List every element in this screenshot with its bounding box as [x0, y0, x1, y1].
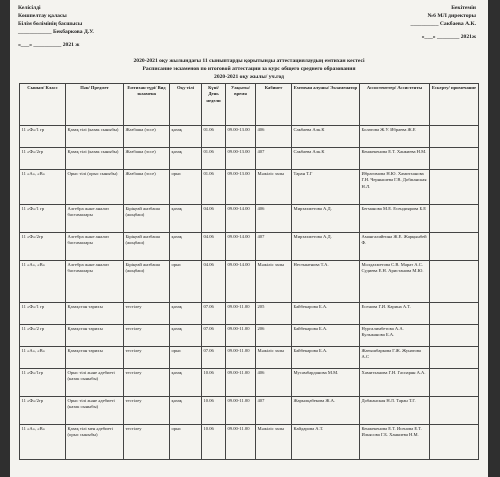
header-left-line4: ____________ Бекбаркова Д.У.	[18, 29, 94, 35]
table-cell: қазақ	[170, 233, 202, 261]
table-cell: тестілеу	[124, 325, 170, 347]
table-cell: Бегманова М.Е. Есендиярова Б.Е	[360, 205, 430, 233]
table-cell: Алгебра және анализ бастамалары	[66, 233, 124, 261]
table-cell: 11 «Ф»/1 гр	[20, 205, 66, 233]
table-cell: 04.06	[202, 233, 226, 261]
table-cell: Мәжіліс залы	[256, 261, 292, 303]
table-cell: Орыс тілі және әдебиеті (казак сыныбы)	[66, 397, 124, 425]
table-row	[20, 205, 479, 233]
table-header-row	[20, 84, 479, 126]
table-cell: Байбекарова Б.А.	[292, 347, 360, 369]
table-cell	[430, 425, 479, 460]
title-year: 2020-2021 оқу жылы/ уч.год	[214, 74, 284, 80]
table-row	[20, 261, 479, 303]
header-left-line1: Келісілді	[18, 5, 41, 11]
approval-block-right	[411, 4, 476, 41]
table-cell: тестілеу	[124, 425, 170, 460]
table-cell: Мирзахметова А.Д.	[292, 205, 360, 233]
table-cell: Байбекарова Б.А.	[292, 303, 360, 325]
table-cell	[430, 170, 479, 205]
table-cell: қазақ	[170, 205, 202, 233]
table-cell	[430, 205, 479, 233]
header-right-line2: №6 МЛ директоры	[427, 13, 476, 19]
header-right-date: «___» ________ 2021ж	[421, 34, 476, 40]
table-cell: Байбекарова Б.А.	[292, 325, 360, 347]
table-cell: Кенжекенова Е.Т. Исенова Е.Т. Ильясова Г.Б. Ханкиева Н.М.	[360, 425, 430, 460]
table-cell: 11 «Ф»/1 гр	[20, 126, 66, 148]
table-row	[20, 148, 479, 170]
table-cell	[430, 148, 479, 170]
document-page	[10, 0, 488, 477]
table-cell: 11 «А», «В»	[20, 170, 66, 205]
table-cell: Біріңғай жазбаша (жоңбаш)	[124, 233, 170, 261]
table-cell: Орыс тілі және әдебиеті (казак сыныбы)	[66, 369, 124, 397]
table-cell: тестілеу	[124, 303, 170, 325]
column-header: Күні/ День недели	[202, 84, 226, 126]
table-cell: Есенова Г.И. Карина А.Т.	[360, 303, 430, 325]
table-cell: орыс	[170, 347, 202, 369]
header-right-line1: Бекітемін	[451, 5, 476, 11]
exam-schedule-table	[19, 83, 479, 460]
table-cell: 406	[256, 369, 292, 397]
table-cell: 01.06	[202, 170, 226, 205]
table-cell	[430, 126, 479, 148]
header-left-date: «___» __________ 2021 ж	[18, 42, 80, 48]
table-cell	[430, 261, 479, 303]
table-row	[20, 233, 479, 261]
table-cell: 11 «А», «В»	[20, 425, 66, 460]
table-cell: 406	[256, 205, 292, 233]
table-cell: Біріңғай жазбаша (жоңбаш)	[124, 205, 170, 233]
table-cell: 09.00-11.00	[226, 325, 256, 347]
header-right-line3: __________ Сакбаева А.К.	[410, 21, 476, 27]
table-cell: 01.06	[202, 148, 226, 170]
column-header: Оқу тілі	[170, 84, 202, 126]
table-row	[20, 170, 479, 205]
table-cell: 04.06	[202, 205, 226, 233]
table-cell	[430, 369, 479, 397]
table-cell: 09.00-14.00	[226, 261, 256, 303]
title-russian: Расписание экзаменов по итоговой аттестации за курс общего среднего образования	[142, 66, 356, 72]
table-cell: Молдахметова С.В. Марат А.С. Судиева Е.Н. Аристанова М.Ю.	[360, 261, 430, 303]
table-cell: 07.06	[202, 347, 226, 369]
table-cell: Қазақ тілі (казак сыныбы)	[66, 126, 124, 148]
header-left-line3: Білім бөлімінің басшысы	[18, 21, 83, 27]
table-cell: Жарылқабекова Ж.А.	[292, 397, 360, 425]
table-cell: орыс	[170, 170, 202, 205]
table-cell: Қазақстан тарихы	[66, 347, 124, 369]
column-header: Пән/ Предмет	[66, 84, 124, 126]
table-cell: тестілеу	[124, 397, 170, 425]
table-cell: Нургалимбетова А.А. Кульжанова Б.А.	[360, 325, 430, 347]
table-cell: Орыс тілі (орыс сыныбы)	[66, 170, 124, 205]
table-cell: 10.06	[202, 425, 226, 460]
table-cell: 09.00-13.00	[226, 148, 256, 170]
table-cell: 10.06	[202, 369, 226, 397]
table-body	[20, 126, 479, 460]
table-cell: Таран Т.Г	[292, 170, 360, 205]
right-border	[488, 0, 500, 477]
table-cell: 11 «А», «В»	[20, 347, 66, 369]
table-cell: 04.06	[202, 261, 226, 303]
table-cell: 09.00-11.00	[226, 347, 256, 369]
table-cell: Мәжіліс залы	[256, 347, 292, 369]
table-cell: орыс	[170, 425, 202, 460]
table-cell: орыс	[170, 261, 202, 303]
table-cell: Ибрагимова Н.Ю. Хамитханова Г.Н. Чернышева Г.В. Добжанская Н.Л.	[360, 170, 430, 205]
column-header: Уақыты/ время	[226, 84, 256, 126]
table-row	[20, 325, 479, 347]
column-header: Емтихан алушы/ Экзаменатор	[292, 84, 360, 126]
table-cell	[430, 325, 479, 347]
left-border	[0, 0, 10, 477]
table-cell: 09.00-11.00	[226, 303, 256, 325]
table-cell: Алгебра және анализ бастамалары	[66, 205, 124, 233]
header-left-line2: Көшпелтау қаласы	[18, 13, 67, 19]
table-cell: 205	[256, 303, 292, 325]
table-cell	[430, 347, 479, 369]
table-cell: 11 «Ф»/2 гр	[20, 325, 66, 347]
table-cell: Кайдарова А.Т.	[292, 425, 360, 460]
table-cell: 11 «Ф»/1гр	[20, 369, 66, 397]
table-cell: қазақ	[170, 397, 202, 425]
table-cell: 11 «Ф»/2гр	[20, 397, 66, 425]
table-cell: 11 «Ф»/2гр	[20, 233, 66, 261]
table-cell: Қазақ тілі мен әдебиеті (орыс сыныбы)	[66, 425, 124, 460]
column-header: Ассистенттер/ Ассистенты	[360, 84, 430, 126]
table-cell: 09.00-13.00	[226, 170, 256, 205]
table-cell: Амангалийғина Ж.Е. Жарқынбей Ф.	[360, 233, 430, 261]
table-cell: 09.00-11.00	[226, 369, 256, 397]
table-cell: 09.00-13.00	[226, 126, 256, 148]
table-cell: 10.06	[202, 397, 226, 425]
table-cell: Қазақ тілі (казак сыныбы)	[66, 148, 124, 170]
table-cell: Нестыненова Т.А.	[292, 261, 360, 303]
table-cell: 01.06	[202, 126, 226, 148]
table-cell: тестілеу	[124, 369, 170, 397]
table-row	[20, 369, 479, 397]
table-cell	[430, 233, 479, 261]
table-cell: Қазақстан тарихы	[66, 325, 124, 347]
table-cell: Мәжіліс залы	[256, 170, 292, 205]
table-cell: қазақ	[170, 369, 202, 397]
table-cell: Добжанская Н.Л. Таран Т.Г.	[360, 397, 430, 425]
table-cell: 09.00-11.00	[226, 425, 256, 460]
table-cell: 09.00-11.00	[226, 397, 256, 425]
table-cell: қазақ	[170, 126, 202, 148]
table-cell: Мусамбарданова М.М.	[292, 369, 360, 397]
table-cell: Мәжіліс залы	[256, 425, 292, 460]
table-cell: Жазбаша (эссе)	[124, 126, 170, 148]
table-cell: Сакбаева Алк.К	[292, 148, 360, 170]
table-row	[20, 397, 479, 425]
table-cell: Қазақстан тарихы	[66, 303, 124, 325]
table-cell: Жазбаша (эссе)	[124, 148, 170, 170]
table-cell: қазақ	[170, 148, 202, 170]
table-cell: тестілеу	[124, 347, 170, 369]
column-header: Ескерту/ примечание	[430, 84, 479, 126]
table-cell: Біріңғай жазбаша (жоңбаш)	[124, 261, 170, 303]
table-cell: 09.00-14.00	[226, 205, 256, 233]
table-cell: 11 «Ф»/2гр	[20, 148, 66, 170]
table-row	[20, 347, 479, 369]
table-row	[20, 126, 479, 148]
table-cell: 11 «А», «В»	[20, 261, 66, 303]
table-cell: 407	[256, 233, 292, 261]
document-title	[10, 57, 488, 81]
table-cell: қазақ	[170, 303, 202, 325]
table-row	[20, 425, 479, 460]
table-cell: Алгебра және анализ бастамалары	[66, 261, 124, 303]
table-cell: Жағышбаркова Г.Ж. Жунатова А.С	[360, 347, 430, 369]
table-cell: Хамитханова Г.Н. Гаспарян А.А.	[360, 369, 430, 397]
column-header: Кабинет	[256, 84, 292, 126]
table-cell	[430, 303, 479, 325]
table-cell: 11 «Ф»/1 гр	[20, 303, 66, 325]
table-cell: Сакбаева Алк.К	[292, 126, 360, 148]
table-cell: 406	[256, 126, 292, 148]
table-cell	[430, 397, 479, 425]
table-cell: 07.06	[202, 325, 226, 347]
table-row	[20, 303, 479, 325]
table-cell: 206	[256, 325, 292, 347]
table-cell: 09.00-14.00	[226, 233, 256, 261]
table-cell: Болатова Ж.У. Ибраева Ж.Е	[360, 126, 430, 148]
title-kazakh: 2020-2021 оқу жылындағы 11 сыныптарды қорытынды аттестациялаудың емтихан кестесі	[133, 58, 365, 64]
table-cell: қазақ	[170, 325, 202, 347]
table-cell: 407	[256, 148, 292, 170]
approval-block-left	[18, 4, 94, 49]
column-header: Емтихан түрі/ Вид экзамена	[124, 84, 170, 126]
table-cell: 07.06	[202, 303, 226, 325]
column-header: Сынып/ Класс	[20, 84, 66, 126]
table-cell: Мирзахметова А.Д.	[292, 233, 360, 261]
table-cell: Жазбаша (эссе)	[124, 170, 170, 205]
table-cell: 407	[256, 397, 292, 425]
table-cell: Кенжекенова Е.Т. Ханкиева Н.М.	[360, 148, 430, 170]
